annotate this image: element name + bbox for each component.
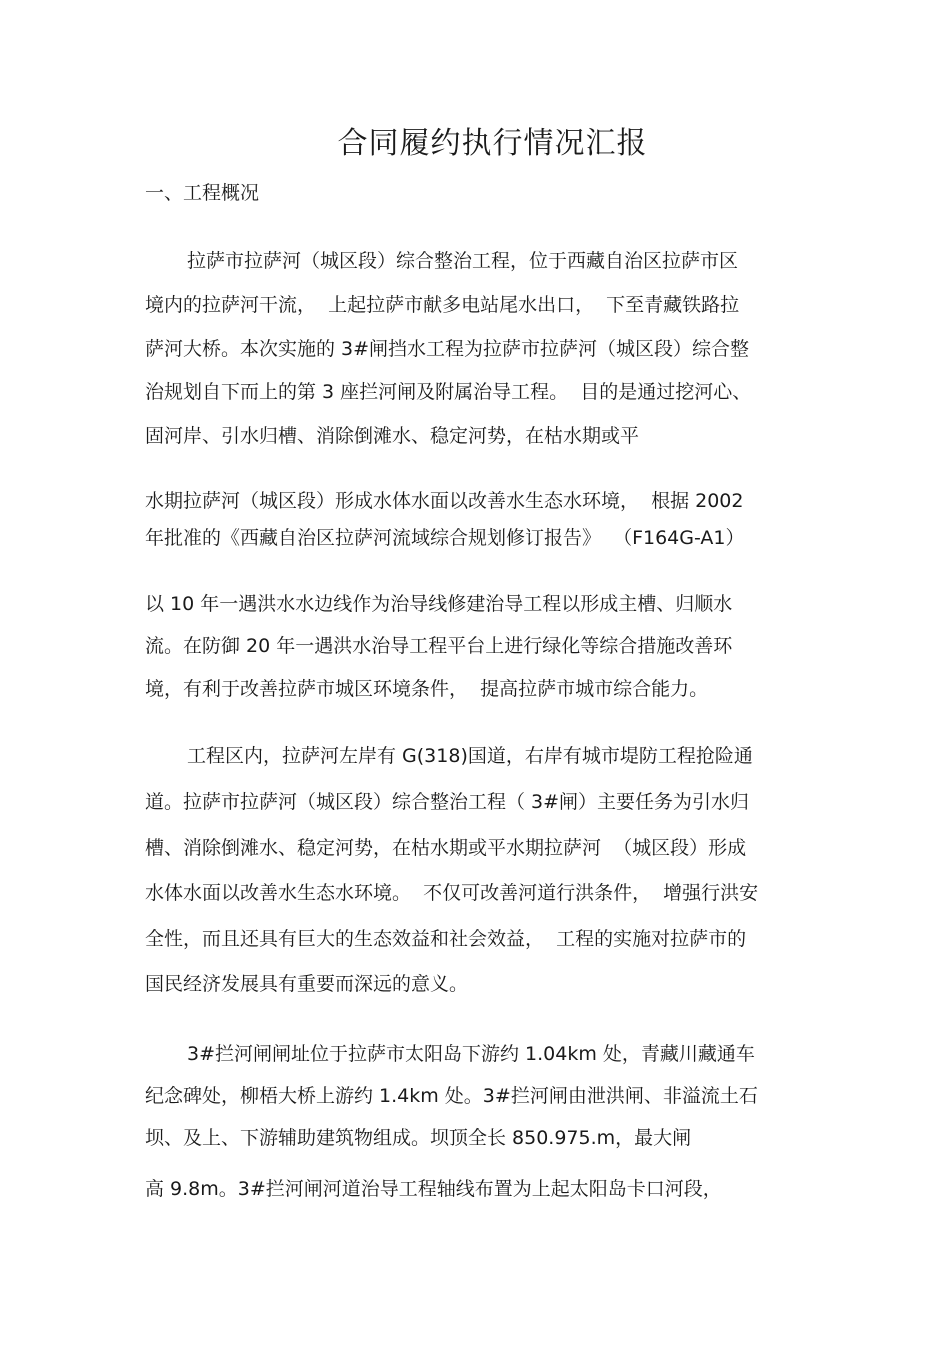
paragraph-line: 道。拉萨市拉萨河（城区段）综合整治工程（ 3#闸）主要任务为引水归 <box>145 791 750 813</box>
paragraph-line: 坝、及上、下游辅助建筑物组成。坝顶全长 850.975.m，最大闸 <box>145 1127 692 1149</box>
paragraph-line: 全性，而且还具有巨大的生态效益和社会效益， 工程的实施对拉萨市的 <box>145 928 747 950</box>
paragraph-line: 高 9.8m。3#拦河闸河道治导工程轴线布置为上起太阳岛卡口河段， <box>145 1178 722 1200</box>
paragraph-line: 年批准的《西藏自治区拉萨河流域综合规划修订报告》 （F164G-A1） <box>145 527 745 549</box>
paragraph-line: 流。在防御 20 年一遇洪水治导工程平台上进行绿化等综合措施改善环 <box>145 635 733 657</box>
paragraph-line: 萨河大桥。本次实施的 3#闸挡水工程为拉萨市拉萨河（城区段）综合整 <box>145 338 750 360</box>
paragraph-line: 纪念碑处，柳梧大桥上游约 1.4km 处。3#拦河闸由泄洪闸、非溢流土石 <box>145 1085 758 1107</box>
paragraph-line: 水体水面以改善水生态水环境。 不仅可改善河道行洪条件， 增强行洪安 <box>145 882 759 904</box>
paragraph-line: 以 10 年一遇洪水水边线作为治导线修建治导工程以形成主槽、归顺水 <box>145 593 733 615</box>
paragraph-line: 拉萨市拉萨河（城区段）综合整治工程，位于西藏自治区拉萨市区 <box>187 250 739 272</box>
paragraph-line: 境，有利于改善拉萨市城区环境条件， 提高拉萨市城市综合能力。 <box>145 678 709 700</box>
paragraph-line: 国民经济发展具有重要而深远的意义。 <box>145 973 469 995</box>
document-title: 合同履约执行情况汇报 <box>337 126 648 161</box>
paragraph-line: 境内的拉萨河干流， 上起拉萨市献多电站尾水出口， 下至青藏铁路拉 <box>145 294 740 316</box>
section-heading: 一、工程概况 <box>145 182 260 204</box>
paragraph-line: 工程区内，拉萨河左岸有 G(318)国道，右岸有城市堤防工程抢险通 <box>187 745 753 767</box>
paragraph-line: 治规划自下而上的第 3 座拦河闸及附属治导工程。 目的是通过挖河心、 <box>145 381 752 403</box>
paragraph-line: 水期拉萨河（城区段）形成水体水面以改善水生态水环境， 根据 2002 <box>145 490 744 512</box>
paragraph-line: 3#拦河闸闸址位于拉萨市太阳岛下游约 1.04km 处，青藏川藏通车 <box>187 1043 755 1065</box>
paragraph-line: 固河岸、引水归槽、消除倒滩水、稳定河势，在枯水期或平 <box>145 425 640 447</box>
paragraph-line: 槽、消除倒滩水、稳定河势，在枯水期或平水期拉萨河 （城区段）形成 <box>145 837 747 859</box>
